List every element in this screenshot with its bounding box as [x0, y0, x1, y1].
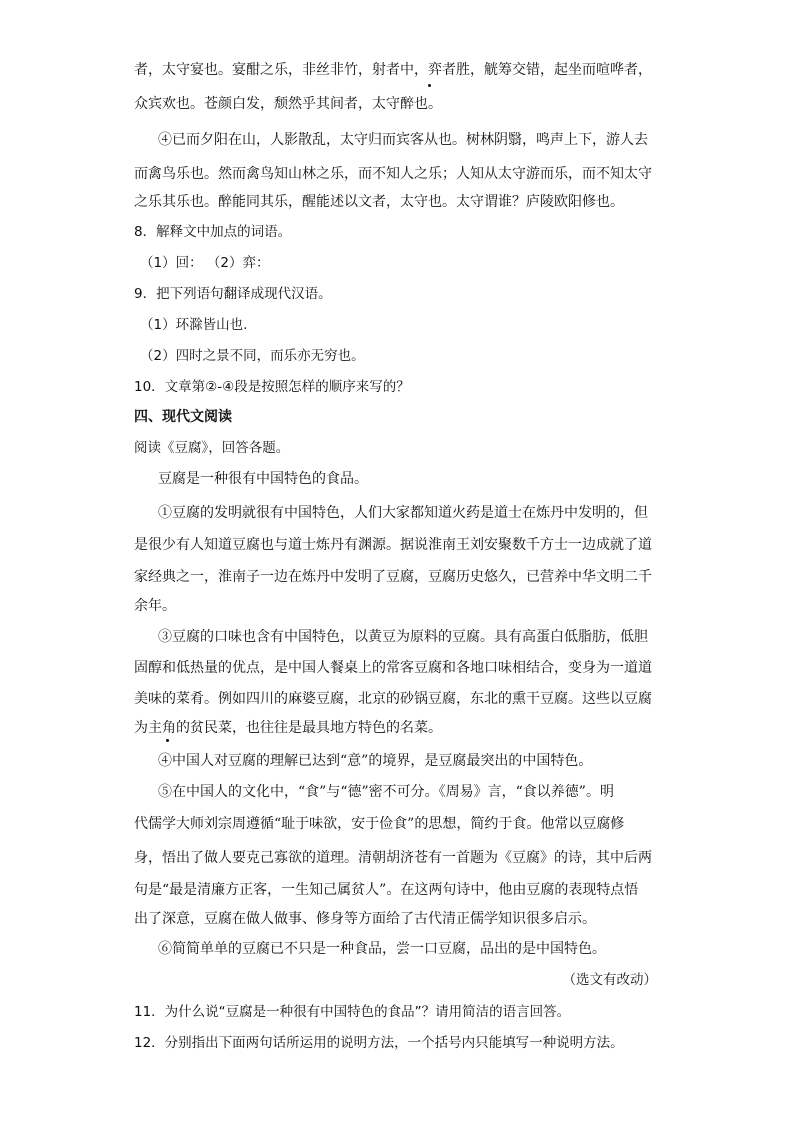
passage1-line-4: 而禽鸟乐也。然而禽鸟知山林之乐，而不知人之乐；人知从太守游而乐，而不知太守 [134, 166, 652, 182]
passage2-line-10: ④中国人对豆腐的理解已达到“意”的境界，是豆腐最突出的中国特色。 [158, 753, 593, 769]
source-note: （选文有改动） [562, 972, 657, 988]
passage2-line-14: 句是“最是清廉方正客，一生知己属贫人”。在这两句诗中，他由豆腐的表现特点悟 [134, 882, 639, 898]
question-8: 8．解释文中加点的词语。 [134, 224, 292, 240]
emphasis-dot [428, 84, 431, 87]
reading-instruction: 阅读《豆腐》，回答各题。 [134, 440, 290, 456]
passage2-line-3: 是很少有人知道豆腐也与道士炼丹有渊源。据说淮南王刘安聚数千方士一边成就了道 [134, 537, 652, 553]
passage2-line-13: 身，悟出了做人要克己寡欲的道理。清朝胡济苍有一首题为《豆腐》的诗，其中后两 [134, 850, 652, 866]
passage1-line-2: 众宾欢也。苍颜白发，颓然乎其间者，太守醉也。 [134, 96, 442, 112]
passage1-line-5: 之乐其乐也。醉能同其乐，醒能述以文者，太守也。太守谓谁？庐陵欧阳修也。 [134, 194, 624, 210]
passage2-line-8: 美味的菜肴。例如四川的麻婆豆腐，北京的砂锅豆腐，东北的熏干豆腐。这些以豆腐 [134, 691, 652, 707]
passage2-line-9: 为主角的贫民菜，也往往是最具地方特色的名菜。 [134, 720, 442, 736]
question-9-sub-2: （2）四时之景不同，而乐亦无穷也。 [140, 348, 365, 364]
passage2-line-5: 余年。 [134, 598, 176, 614]
passage2-line-2: ①豆腐的发明就很有中国特色，人们大家都知道火药是道士在炼丹中发明的，但 [158, 505, 648, 521]
question-8-subitems: （1）回： （2）弈： [140, 255, 270, 271]
passage2-line-11: ⑤在中国人的文化中，“食”与“德”密不可分。《周易》言，“食以养德”。明 [158, 784, 614, 800]
passage2-line-4: 家经典之一，淮南子一边在炼丹中发明了豆腐，豆腐历史悠久，已营养中华文明二千 [134, 569, 652, 585]
passage1-line-3: ④已而夕阳在山，人影散乱，太守归而宾客从也。树林阴翳，鸣声上下，游人去 [158, 132, 648, 148]
passage2-line-15: 出了深意，豆腐在做人做事、修身等方面给了古代清正儒学知识很多启示。 [134, 911, 596, 927]
passage2-line-12: 代儒学大师刘宗周遵循“耻于味欲，安于俭食”的思想，简约于食。他常以豆腐修 [134, 816, 625, 832]
passage2-line-1: 豆腐是一种很有中国特色的食品。 [158, 471, 368, 487]
section-heading: 四、现代文阅读 [134, 409, 232, 425]
passage2-line-6: ③豆腐的口味也含有中国特色，以黄豆为原料的豆腐。具有高蛋白低脂肪，低胆 [158, 629, 648, 645]
question-10: 10．文章第②-④段是按照怎样的顺序来写的？ [134, 379, 410, 395]
passage2-line-16: ⑥简简单单的豆腐已不只是一种食品，尝一口豆腐，品出的是中国特色。 [158, 941, 606, 957]
question-9-sub-1: （1）环滁皆山也. [140, 317, 248, 333]
question-12: 12．分别指出下面两句话所运用的说明方法，一个括号内只能填写一种说明方法。 [134, 1035, 624, 1051]
passage1-line-1: 者，太守宴也。宴酣之乐，非丝非竹，射者中，弈者胜，觥筹交错，起坐而喧哗者， [134, 62, 652, 78]
passage2-line-7: 固醇和低热量的优点，是中国人餐桌上的常客豆腐和各地口味相结合，变身为一道道 [134, 660, 652, 676]
emphasis-dot [166, 739, 169, 742]
question-11: 11．为什么说“豆腐是一种很有中国特色的食品”？请用简洁的语言回答。 [134, 1004, 571, 1020]
question-9: 9．把下列语句翻译成现代汉语。 [134, 286, 332, 302]
